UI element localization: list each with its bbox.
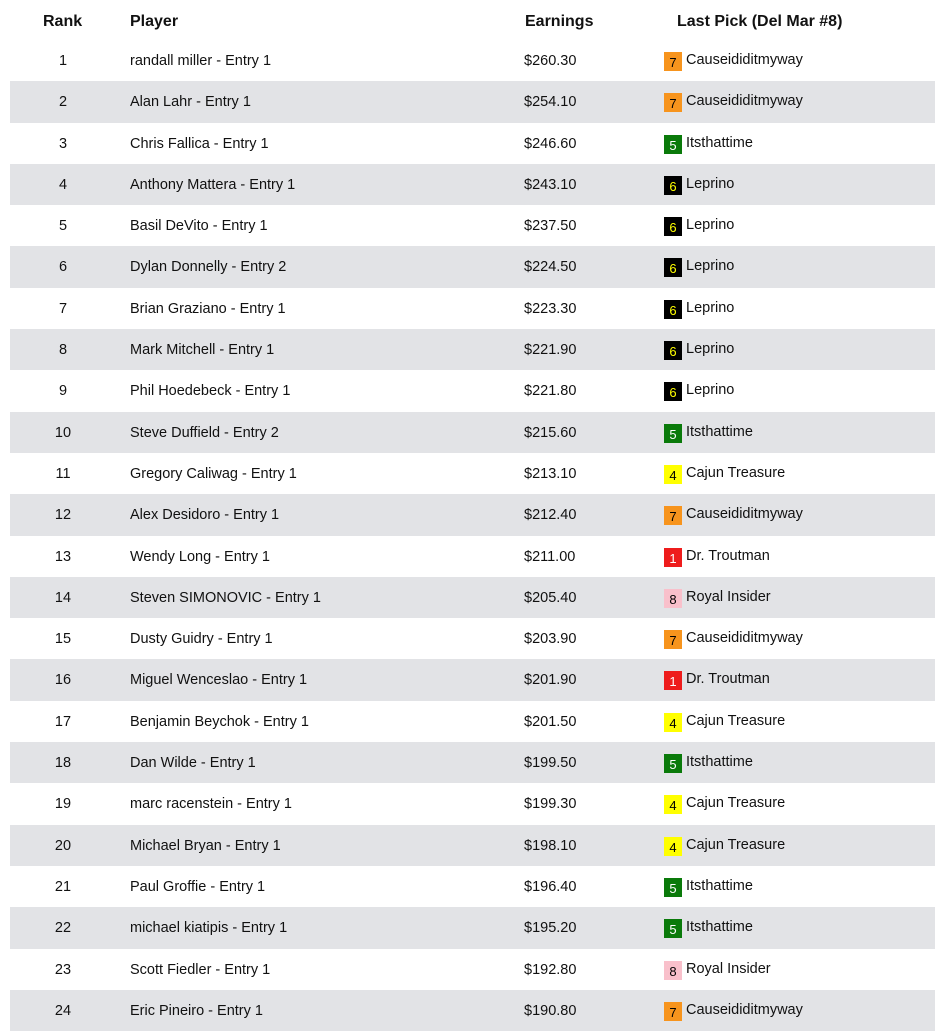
earnings-value: $199.30 <box>524 796 577 813</box>
earnings-column-header: Earnings <box>525 13 594 30</box>
player-name: Brian Graziano - Entry 1 <box>130 300 286 317</box>
rank-column-header: Rank <box>43 13 83 30</box>
rank-value: 1 <box>58 53 68 69</box>
player-name: Alex Desidoro - Entry 1 <box>130 507 280 524</box>
last-pick-cell <box>664 299 734 319</box>
last-pick-cell <box>664 712 785 732</box>
rank-value: 24 <box>54 1002 72 1019</box>
rank-value: 8 <box>58 342 68 359</box>
last-pick-cell <box>664 629 803 649</box>
rank-value: 21 <box>54 878 72 895</box>
last-pick-cell <box>664 918 753 938</box>
horse-name: Itsthattime <box>686 134 753 151</box>
last-pick-cell <box>664 753 753 773</box>
last-pick-cell <box>664 464 785 484</box>
player-name: Chris Fallica - Entry 1 <box>130 135 269 152</box>
last-pick-cell <box>664 547 770 567</box>
rank-value: 16 <box>54 672 72 689</box>
program-number-badge: 7 <box>664 506 682 525</box>
table-row <box>0 866 935 907</box>
rank-value: 14 <box>54 589 72 606</box>
horse-name: Cajun Treasure <box>686 464 786 481</box>
last-pick-cell <box>664 381 734 401</box>
last-pick-cell <box>664 960 771 980</box>
rank-value: 4 <box>58 176 68 193</box>
horse-name: Leprino <box>686 175 735 192</box>
table-row <box>10 577 935 618</box>
rank-value: 20 <box>54 837 72 854</box>
last-pick-cell <box>664 423 753 443</box>
table-row <box>10 81 935 122</box>
table-row <box>0 536 935 577</box>
table-row <box>0 453 935 494</box>
player-name: randall miller - Entry 1 <box>130 53 272 69</box>
last-pick-cell <box>664 836 785 856</box>
table-row <box>10 329 935 370</box>
last-pick-cell <box>664 134 753 154</box>
earnings-value: $243.10 <box>524 176 577 193</box>
table-body <box>0 40 935 1031</box>
program-number-badge: 5 <box>664 754 682 773</box>
rank-value: 13 <box>54 548 72 565</box>
horse-name: Leprino <box>686 258 735 275</box>
player-name: michael kiatipis - Entry 1 <box>130 920 288 937</box>
table-row <box>0 123 935 164</box>
rank-value: 15 <box>54 631 72 648</box>
program-number-badge: 7 <box>664 93 682 112</box>
program-number-badge: 5 <box>664 135 682 154</box>
player-name: Anthony Mattera - Entry 1 <box>130 176 296 193</box>
table-row <box>10 246 935 287</box>
last-pick-cell <box>664 175 734 195</box>
table-row <box>0 701 935 742</box>
player-name: Benjamin Beychok - Entry 1 <box>130 713 309 730</box>
table-row <box>0 370 935 411</box>
player-name: Michael Bryan - Entry 1 <box>130 837 281 854</box>
earnings-value: $221.80 <box>524 383 577 400</box>
horse-name: Cajun Treasure <box>686 712 786 729</box>
horse-name: Dr. Troutman <box>686 671 770 688</box>
program-number-badge: 1 <box>664 671 682 690</box>
last-pick-cell <box>664 505 803 525</box>
player-name: Miguel Wenceslao - Entry 1 <box>130 672 308 689</box>
table-row <box>10 164 935 205</box>
rank-value: 2 <box>58 94 68 111</box>
horse-name: Causeididitmyway <box>686 93 803 110</box>
table-row <box>0 288 935 329</box>
horse-name: Causeididitmyway <box>686 1001 803 1018</box>
rank-value: 12 <box>54 507 72 524</box>
table-row <box>10 494 935 535</box>
horse-name: Itsthattime <box>686 919 753 936</box>
horse-name: Itsthattime <box>686 754 753 771</box>
last-pick-column-header: Last Pick (Del Mar #8) <box>677 13 843 30</box>
table-row <box>0 205 935 246</box>
last-pick-cell <box>664 1001 803 1021</box>
earnings-value: $198.10 <box>524 837 577 854</box>
earnings-value: $201.50 <box>524 713 577 730</box>
horse-name: Royal Insider <box>686 960 771 977</box>
player-name: Dylan Donnelly - Entry 2 <box>130 259 287 276</box>
rank-value: 22 <box>54 920 72 937</box>
rank-value: 18 <box>54 755 72 772</box>
earnings-value: $203.90 <box>524 631 577 648</box>
last-pick-cell <box>664 877 753 897</box>
player-name: Dan Wilde - Entry 1 <box>130 755 256 772</box>
rank-value: 11 <box>55 465 71 482</box>
program-number-badge: 4 <box>664 837 682 856</box>
player-name: Gregory Caliwag - Entry 1 <box>130 465 297 482</box>
last-pick-cell <box>664 92 803 112</box>
horse-name: Leprino <box>686 341 735 358</box>
rank-value: 6 <box>58 259 68 276</box>
program-number-badge: 4 <box>664 713 682 732</box>
earnings-value: $199.50 <box>524 755 577 772</box>
rank-value: 23 <box>54 961 72 978</box>
horse-name: Leprino <box>686 382 735 399</box>
earnings-value: $221.90 <box>524 342 577 359</box>
earnings-value: $237.50 <box>524 218 577 235</box>
program-number-badge: 6 <box>664 341 682 360</box>
horse-name: Itsthattime <box>686 423 753 440</box>
table-row <box>10 907 935 948</box>
program-number-badge: 6 <box>664 176 682 195</box>
table-row <box>0 949 935 990</box>
program-number-badge: 5 <box>664 878 682 897</box>
earnings-value: $192.80 <box>524 961 577 978</box>
program-number-badge: 6 <box>664 300 682 319</box>
program-number-badge: 6 <box>664 258 682 277</box>
program-number-badge: 8 <box>664 589 682 608</box>
table-row <box>0 783 935 824</box>
rank-value: 10 <box>54 424 72 441</box>
program-number-badge: 7 <box>664 630 682 649</box>
table-header <box>0 0 935 40</box>
table-row <box>0 40 935 81</box>
player-name: Basil DeVito - Entry 1 <box>130 218 268 235</box>
program-number-badge: 6 <box>664 382 682 401</box>
earnings-value: $190.80 <box>524 1002 577 1019</box>
last-pick-cell <box>664 216 734 236</box>
player-name: marc racenstein - Entry 1 <box>130 796 292 813</box>
player-name: Paul Groffie - Entry 1 <box>130 878 266 895</box>
earnings-value: $246.60 <box>524 135 577 152</box>
player-name: Mark Mitchell - Entry 1 <box>130 342 275 359</box>
horse-name: Cajun Treasure <box>686 836 786 853</box>
earnings-value: $215.60 <box>524 424 577 441</box>
program-number-badge: 6 <box>664 217 682 236</box>
player-name: Dusty Guidry - Entry 1 <box>130 631 273 648</box>
player-name: Steve Duffield - Entry 2 <box>130 424 279 441</box>
rank-value: 17 <box>54 713 72 730</box>
table-row <box>10 659 935 700</box>
program-number-badge: 5 <box>664 919 682 938</box>
earnings-value: $195.20 <box>524 920 577 937</box>
player-name: Alan Lahr - Entry 1 <box>130 94 251 111</box>
earnings-value: $212.40 <box>524 507 577 524</box>
earnings-value: $254.10 <box>524 94 577 111</box>
program-number-badge: 7 <box>664 52 682 71</box>
table-row <box>10 742 935 783</box>
program-number-badge: 5 <box>664 424 682 443</box>
earnings-value: $213.10 <box>524 465 577 482</box>
program-number-badge: 8 <box>664 961 682 980</box>
player-column-header: Player <box>130 13 179 30</box>
player-name: Wendy Long - Entry 1 <box>130 548 270 565</box>
horse-name: Causeididitmyway <box>686 52 803 68</box>
horse-name: Itsthattime <box>686 877 753 894</box>
horse-name: Leprino <box>686 217 735 234</box>
horse-name: Leprino <box>686 299 735 316</box>
rank-value: 19 <box>54 796 72 813</box>
program-number-badge: 4 <box>664 465 682 484</box>
rank-value: 5 <box>58 218 68 235</box>
horse-name: Dr. Troutman <box>686 547 770 564</box>
horse-name: Cajun Treasure <box>686 795 786 812</box>
program-number-badge: 7 <box>664 1002 682 1021</box>
program-number-badge: 4 <box>664 795 682 814</box>
last-pick-cell <box>664 51 803 71</box>
player-name: Eric Pineiro - Entry 1 <box>130 1002 263 1019</box>
rank-value: 9 <box>58 383 68 400</box>
table-row <box>10 825 935 866</box>
earnings-value: $260.30 <box>524 53 577 69</box>
program-number-badge: 1 <box>664 548 682 567</box>
last-pick-cell <box>664 340 734 360</box>
rank-value: 7 <box>58 300 68 317</box>
table-row <box>0 618 935 659</box>
horse-name: Royal Insider <box>686 588 771 605</box>
last-pick-cell <box>664 670 770 690</box>
rank-value: 3 <box>58 135 68 152</box>
last-pick-cell <box>664 588 771 608</box>
last-pick-cell <box>664 257 734 277</box>
earnings-value: $224.50 <box>524 259 577 276</box>
horse-name: Causeididitmyway <box>686 506 803 523</box>
table-row <box>10 412 935 453</box>
earnings-value: $223.30 <box>524 300 577 317</box>
table-row <box>10 990 935 1031</box>
earnings-value: $205.40 <box>524 589 577 606</box>
player-name: Phil Hoedebeck - Entry 1 <box>130 383 291 400</box>
horse-name: Causeididitmyway <box>686 630 803 647</box>
earnings-value: $201.90 <box>524 672 577 689</box>
earnings-value: $211.00 <box>524 548 576 565</box>
earnings-value: $196.40 <box>524 878 577 895</box>
player-name: Scott Fiedler - Entry 1 <box>130 961 271 978</box>
last-pick-cell <box>664 794 785 814</box>
player-name: Steven SIMONOVIC - Entry 1 <box>130 589 321 606</box>
